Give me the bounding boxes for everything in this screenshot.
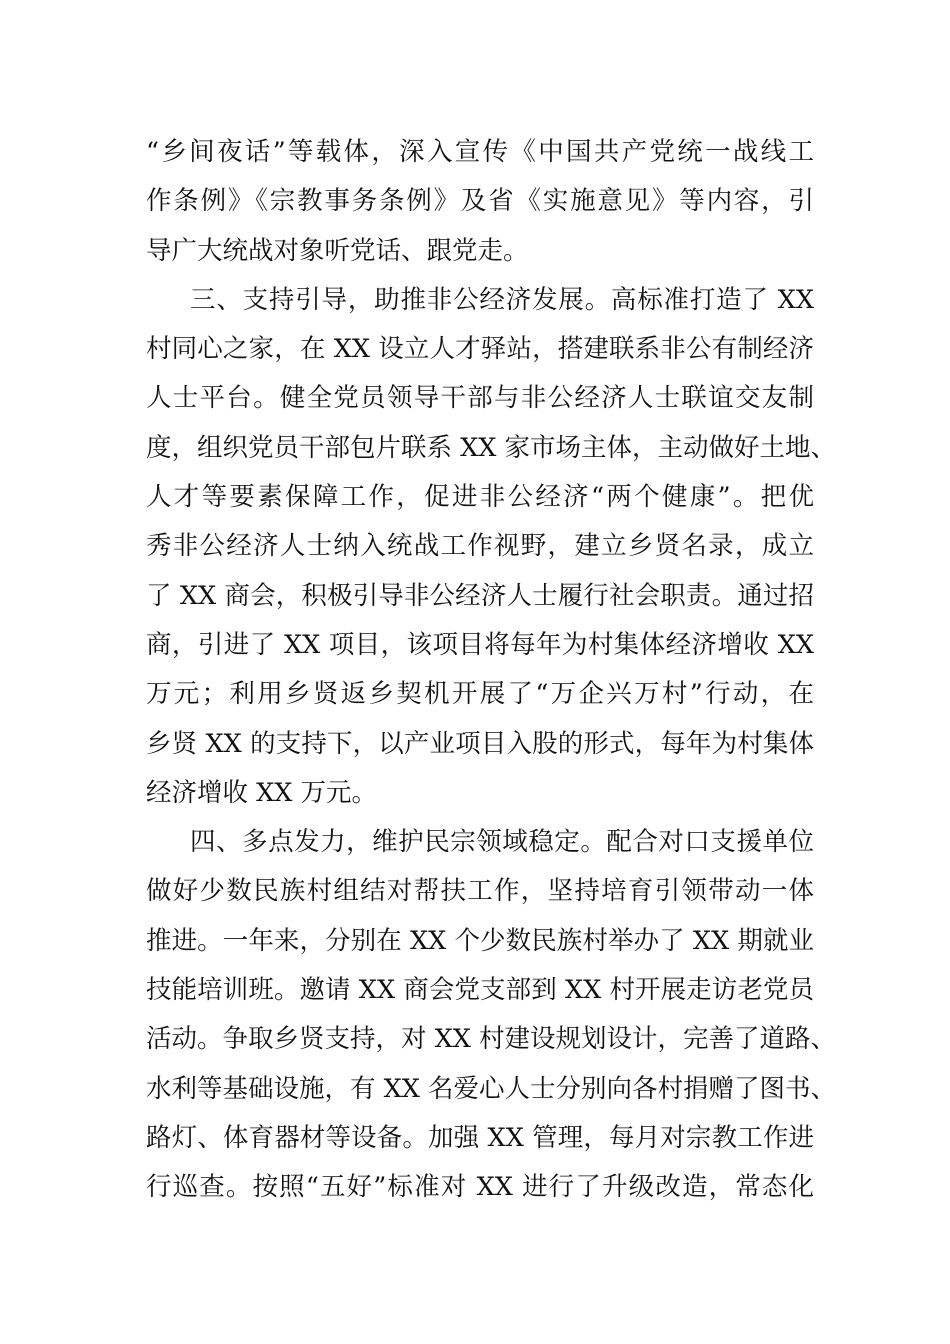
text-line-16: 做好少数民族村组结对帮扶工作，坚持培育引领带动一体 — [146, 876, 814, 907]
document-body — [146, 128, 837, 1213]
text-line-22: 行巡查。按照“五好”标准对 XX 进行了升级改造，常态化 — [146, 1172, 814, 1203]
text-line-8: 人才等要素保障工作，促进非公经济“两个健康”。把优 — [146, 482, 814, 513]
text-line-21: 路灯、体育器材等设备。加强 XX 管理，每月对宗教工作进 — [146, 1122, 814, 1153]
text-line-19: 活动。争取乡贤支持，对 XX 村建设规划设计，完善了道路、 — [146, 1024, 837, 1055]
text-line-20: 水利等基础设施，有 XX 名爱心人士分别向各村捐赠了图书、 — [146, 1073, 837, 1104]
section-four-heading-line: 四、多点发力，维护民宗领域稳定。配合对口支援单位 — [190, 827, 814, 858]
text-line-13: 乡贤 XX 的支持下，以产业项目入股的形式，每年为村集体 — [146, 728, 814, 759]
text-line-3: 导广大统战对象听党话、跟党走。 — [146, 235, 529, 266]
text-line-7: 度，组织党员干部包片联系 XX 家市场主体，主动做好土地、 — [146, 432, 837, 463]
text-line-17: 推进。一年来，分别在 XX 个少数民族村举办了 XX 期就业 — [146, 925, 814, 956]
text-line-5: 村同心之家，在 XX 设立人才驿站，搭建联系非公有制经济 — [146, 334, 814, 365]
text-line-14: 经济增收 XX 万元。 — [146, 777, 378, 808]
text-line-1: “乡间夜话”等载体，深入宣传《中国共产党统一战线工 — [146, 137, 814, 167]
text-line-12: 万元；利用乡贤返乡契机开展了“万企兴万村”行动，在 — [146, 679, 814, 710]
text-line-2: 作条例》《宗教事务条例》及省《实施意见》等内容，引 — [146, 186, 814, 217]
text-line-6: 人士平台。健全党员领导干部与非公经济人士联谊交友制 — [146, 383, 814, 414]
text-line-9: 秀非公经济人士纳入统战工作视野，建立乡贤名录，成立 — [146, 531, 814, 562]
text-line-18: 技能培训班。邀请 XX 商会党支部到 XX 村开展走访老党员 — [146, 975, 814, 1006]
section-three-heading-line: 三、支持引导，助推非公经济发展。高标准打造了 XX — [190, 284, 814, 315]
text-line-11: 商，引进了 XX 项目，该项目将每年为村集体经济增收 XX — [146, 629, 814, 660]
text-line-10: 了 XX 商会，积极引导非公经济人士履行社会职责。通过招 — [146, 580, 814, 611]
